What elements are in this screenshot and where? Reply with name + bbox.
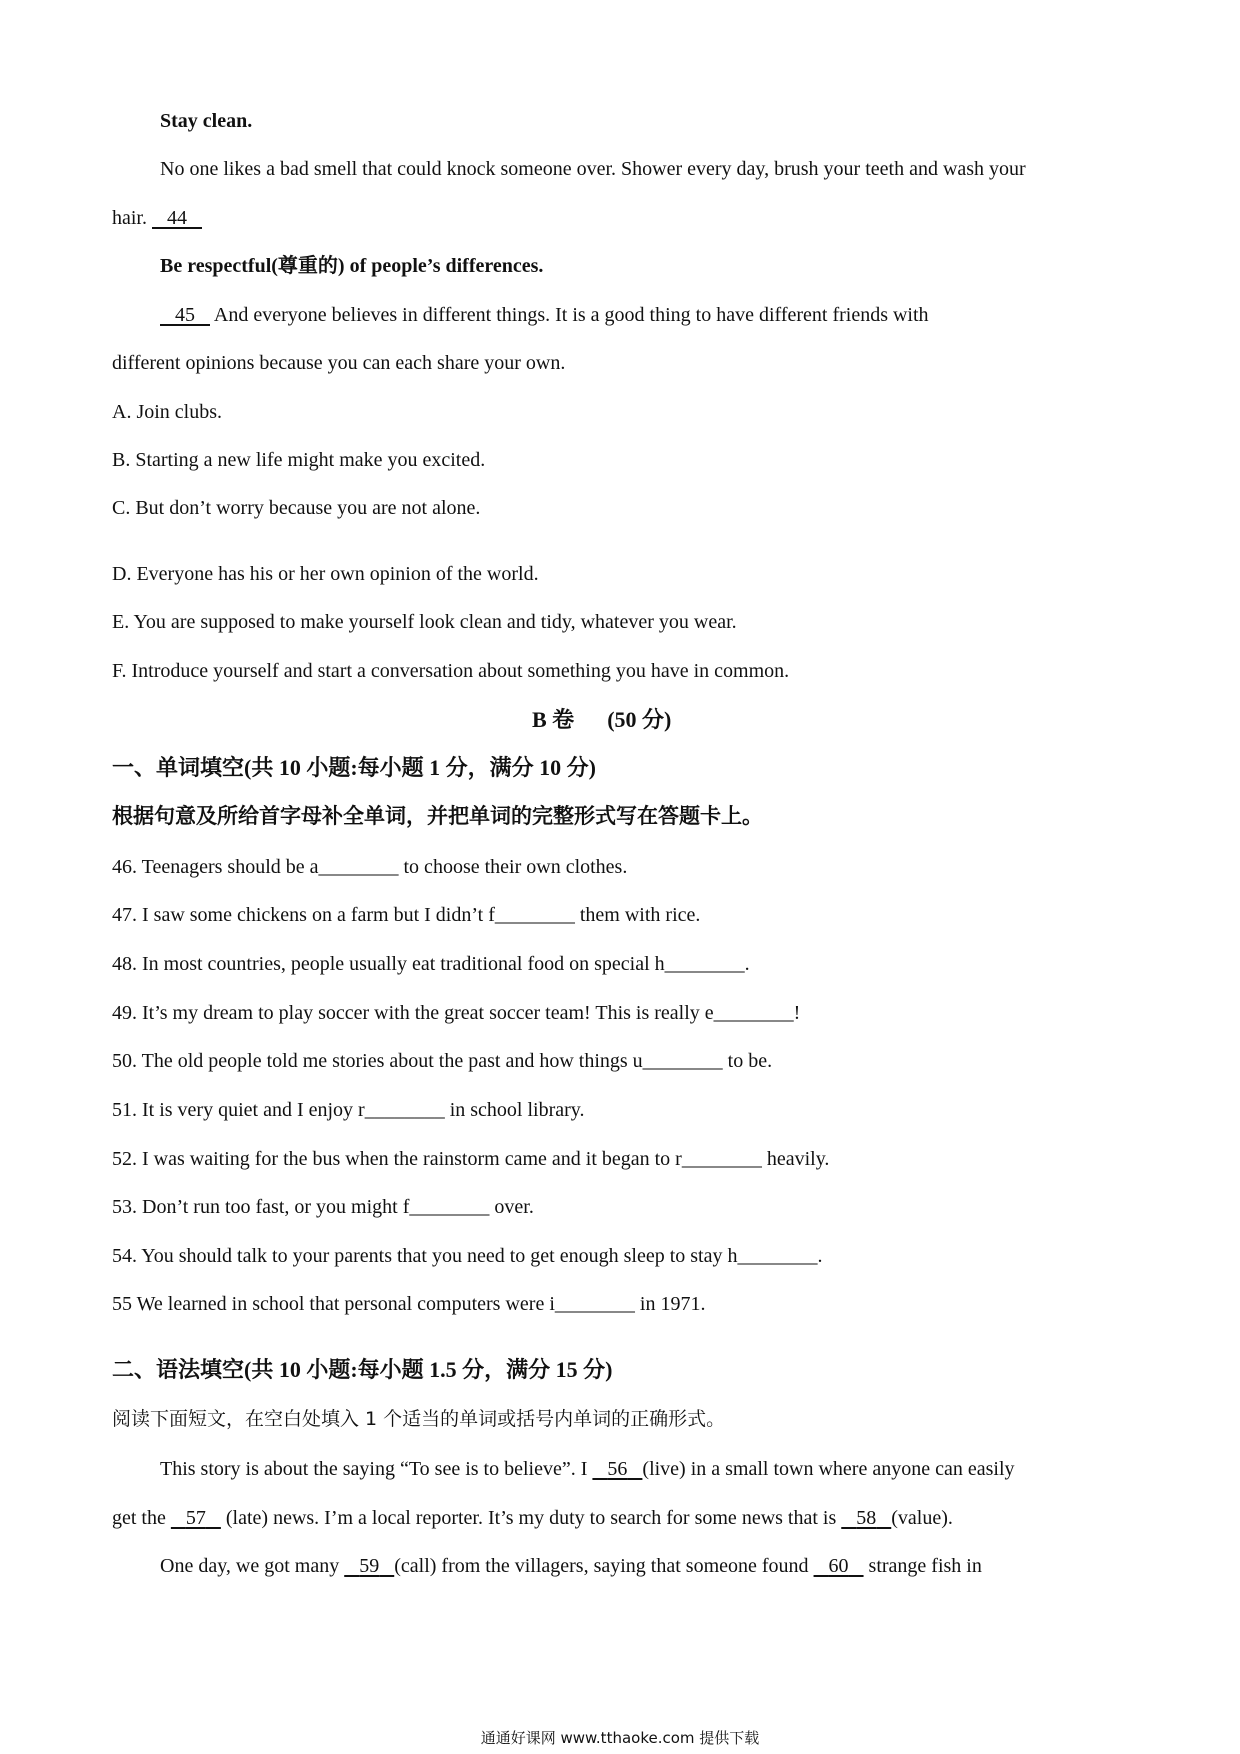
stay-clean-text-line2: [112, 205, 202, 231]
blank-45-number: 45: [175, 304, 195, 326]
part1-heading: 一、单词填空(共 10 小题:每小题 1 分，满分 10 分): [112, 755, 596, 780]
blank-44: [152, 207, 202, 229]
option-f: F. Introduce yourself and start a conversation about something you have in common.: [112, 660, 790, 682]
blank-56: [592, 1458, 642, 1480]
section-b-label: B 卷: [532, 707, 575, 732]
question-54: 54. You should talk to your parents that you need to get enough sleep to stay h________.: [112, 1245, 823, 1267]
grammar-line3-b: (call) from the villagers, saying that someone found: [394, 1555, 809, 1577]
blank-57-number: 57: [185, 1507, 206, 1529]
question-49: 49. It’s my dream to play soccer with the great soccer team! This is really e________!: [112, 1002, 801, 1024]
grammar-line1-b: (live) in a small town where anyone can easily: [642, 1458, 1015, 1480]
blank-60-number: 60: [828, 1555, 849, 1577]
respect-text-line2: different opinions because you can each share your own.: [112, 352, 566, 374]
grammar-line2: [112, 1505, 953, 1531]
blank-58: [841, 1507, 891, 1529]
option-e: E. You are supposed to make yourself look clean and tidy, whatever you wear.: [112, 611, 737, 633]
part2-heading: 二、语法填空(共 10 小题:每小题 1.5 分，满分 15 分): [112, 1357, 613, 1382]
grammar-line3-c: strange fish in: [868, 1555, 982, 1577]
question-48: 48. In most countries, people usually eat traditional food on special h________.: [112, 953, 750, 975]
blank-56-number: 56: [607, 1458, 628, 1480]
stay-clean-text-line1: No one likes a bad smell that could knock someone over. Shower every day, brush your teeth and wash your: [160, 158, 1026, 180]
blank-59-number: 59: [359, 1555, 380, 1577]
grammar-line2-a: get the: [112, 1507, 166, 1529]
grammar-line1-a: This story is about the saying “To see is to believe”. I: [160, 1458, 588, 1480]
section-b-title: [532, 707, 671, 733]
blank-59: [344, 1555, 394, 1577]
heading-respect: Be respectful(尊重的) of people’s differences.: [160, 255, 544, 277]
heading-stay-clean: Stay clean.: [160, 110, 253, 132]
respect-text: And everyone believes in different things. It is a good thing to have different friends with: [213, 304, 929, 326]
grammar-line1: [160, 1456, 1015, 1482]
blank-58-number: 58: [856, 1507, 877, 1529]
question-51: 51. It is very quiet and I enjoy r________ in school library.: [112, 1099, 585, 1121]
respect-text-line1: [160, 302, 929, 328]
question-55: 55 We learned in school that personal computers were i________ in 1971.: [112, 1293, 706, 1315]
question-53: 53. Don’t run too fast, or you might f________ over.: [112, 1196, 534, 1218]
section-b-score: (50 分): [607, 707, 672, 732]
blank-45: [160, 304, 210, 326]
blank-44-number: 44: [167, 207, 187, 229]
option-b: B. Starting a new life might make you excited.: [112, 449, 486, 471]
grammar-line2-b: (late) news. I’m a local reporter. It’s my duty to search for some news that is: [225, 1507, 837, 1529]
part2-instruction: 阅读下面短文，在空白处填入 1 个适当的单词或括号内单词的正确形式。: [112, 1408, 726, 1430]
question-52: 52. I was waiting for the bus when the rainstorm came and it began to r________ heavily.: [112, 1148, 830, 1170]
question-47: 47. I saw some chickens on a farm but I didn’t f________ them with rice.: [112, 904, 701, 926]
question-50: 50. The old people told me stories about the past and how things u________ to be.: [112, 1050, 773, 1072]
grammar-line2-c: (value).: [891, 1507, 953, 1529]
grammar-line3: [160, 1553, 982, 1579]
option-a: A. Join clubs.: [112, 401, 222, 423]
option-d: D. Everyone has his or her own opinion of the world.: [112, 563, 539, 585]
question-46: 46. Teenagers should be a________ to choose their own clothes.: [112, 856, 628, 878]
grammar-line3-a: One day, we got many: [160, 1555, 340, 1577]
stay-clean-prefix: hair.: [112, 207, 147, 229]
blank-57: [171, 1507, 221, 1529]
page-footer: 通通好课网 www.tthaoke.com 提供下载: [480, 1729, 760, 1747]
blank-60: [814, 1555, 864, 1577]
option-c: C. But don’t worry because you are not alone.: [112, 497, 481, 519]
part1-instruction: 根据句意及所给首字母补全单词，并把单词的完整形式写在答题卡上。: [112, 804, 763, 828]
